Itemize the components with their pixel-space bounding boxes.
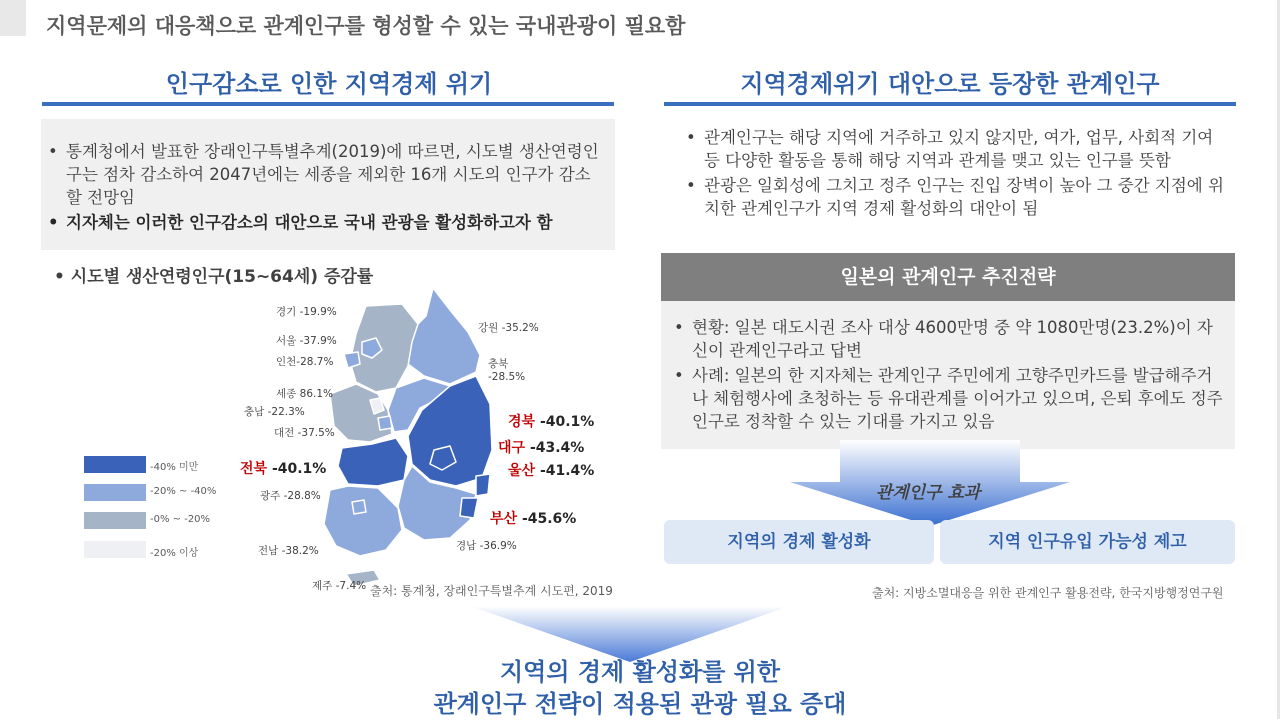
region-busan — [460, 498, 478, 518]
region-daejeon — [378, 416, 392, 430]
effect-population: 지역 인구유입 가능성 제고 — [940, 520, 1235, 564]
region-jeonbuk — [338, 438, 408, 486]
right-section-heading: 지역경제위기 대안으로 등장한 관계인구 — [740, 70, 1160, 98]
label-gangwon: 강원 -35.2% — [478, 322, 539, 334]
left-bullet-2: • 지자체는 이러한 인구감소의 대안으로 국내 관광을 활성화하고자 함 — [46, 211, 606, 234]
region-gyeonggi — [350, 304, 418, 392]
right-heading-underline — [664, 102, 1236, 106]
effect-economy: 지역의 경제 활성화 — [664, 520, 934, 564]
left-bullet-list — [46, 140, 606, 236]
label-jeju: 제주 -7.4% — [312, 580, 367, 592]
page-title: 지역문제의 대응책으로 관계인구를 형성할 수 있는 국내관광이 필요함 — [46, 14, 686, 38]
label-jeonbuk: 전북 -40.1% — [240, 461, 327, 477]
label-gyeonggi: 경기 -19.9% — [276, 306, 337, 318]
left-heading-underline — [42, 102, 614, 106]
left-bullet-1: • 통계청에서 발표한 장래인구특별추계(2019)에 따르면, 시도별 생산연령인구는 점차 감소하여 2047년에는 세종을 제외한 16개 시도의 인구가 감소할 전망임 — [46, 140, 606, 209]
right-source: 출처: 지방소멸대응을 위한 관계인구 활용전략, 한국지방행정연구원 — [872, 586, 1224, 600]
legend-swatch-4 — [84, 541, 146, 558]
legend-label-2: -20% ~ -40% — [150, 486, 217, 497]
strategy-bullet-2: • 사례: 일본의 한 지자체는 관계인구 주민에게 고향주민카드를 발급해주거나 체험행사에 초청하는 등 유대관계를 이어가고 있으며, 은퇴 후에도 정주인구로 정착할 수 있는 기대를 가지고 있음 — [672, 364, 1228, 433]
label-busan: 부산 -45.6% — [490, 511, 577, 527]
right-bullet-1: • 관계인구는 해당 지역에 거주하고 있지 않지만, 여가, 업무, 사회적 기여 등 다양한 활동을 통해 해당 지역과 관계를 맺고 있는 인구를 뜻함 — [684, 126, 1224, 172]
corner-accent — [0, 0, 26, 36]
legend-swatch-2 — [84, 484, 146, 501]
legend-swatch-1 — [84, 456, 146, 473]
label-ulsan: 울산 -41.4% — [508, 463, 595, 479]
label-sejong: 세종 86.1% — [276, 388, 333, 400]
conclusion-line-1: 지역의 경제 활성화를 위한 — [499, 658, 781, 686]
legend-label-3: -0% ~ -20% — [150, 514, 211, 525]
strategy-bullet-list — [672, 316, 1228, 435]
region-gwangju — [352, 500, 366, 514]
left-source: 출처: 통계청, 장래인구특별추계 시도편, 2019 — [370, 584, 613, 598]
conclusion-text — [330, 656, 950, 720]
region-jeonnam — [324, 486, 402, 556]
right-bullet-list — [684, 126, 1224, 222]
map-title: • 시도별 생산연령인구(15~64세) 증감률 — [54, 262, 373, 287]
legend-swatch-3 — [84, 512, 146, 529]
label-gwangju: 광주 -28.8% — [260, 490, 321, 502]
strategy-banner: 일본의 관계인구 추진전략 — [661, 253, 1235, 301]
effect-label: 관계인구 효과 — [875, 483, 981, 503]
label-gyeongnam: 경남 -36.9% — [456, 540, 517, 552]
label-incheon: 인천-28.7% — [276, 356, 334, 368]
region-chungnam — [330, 384, 392, 442]
label-gyeongbuk: 경북 -40.1% — [508, 414, 595, 430]
label-seoul: 서울 -37.9% — [276, 335, 337, 347]
conclusion-line-2: 관계인구 전략이 적용된 관광 필요 증대 — [433, 690, 847, 718]
label-daegu: 대구 -43.4% — [498, 440, 585, 456]
legend-label-1: -40% 미만 — [150, 462, 199, 473]
region-ulsan — [476, 474, 490, 496]
strategy-bullet-1: • 현황: 일본 대도시권 조사 대상 4600만명 중 약 1080만명(23.2%)이 자신이 관계인구라고 답변 — [672, 316, 1228, 362]
label-daejeon: 대전 -37.5% — [274, 427, 335, 439]
label-chungnam: 충남 -22.3% — [244, 406, 305, 418]
label-chungbuk: 충북 -28.5% — [488, 358, 526, 383]
legend-label-4: -20% 이상 — [150, 548, 199, 559]
label-jeonnam: 전남 -38.2% — [258, 545, 319, 557]
right-bullet-2: • 관광은 일회성에 그치고 정주 인구는 진입 장벽이 높아 그 중간 지점에 위치한 관계인구가 지역 경제 활성화의 대안이 됨 — [684, 174, 1224, 220]
left-section-heading: 인구감소로 인한 지역경제 위기 — [165, 70, 493, 98]
